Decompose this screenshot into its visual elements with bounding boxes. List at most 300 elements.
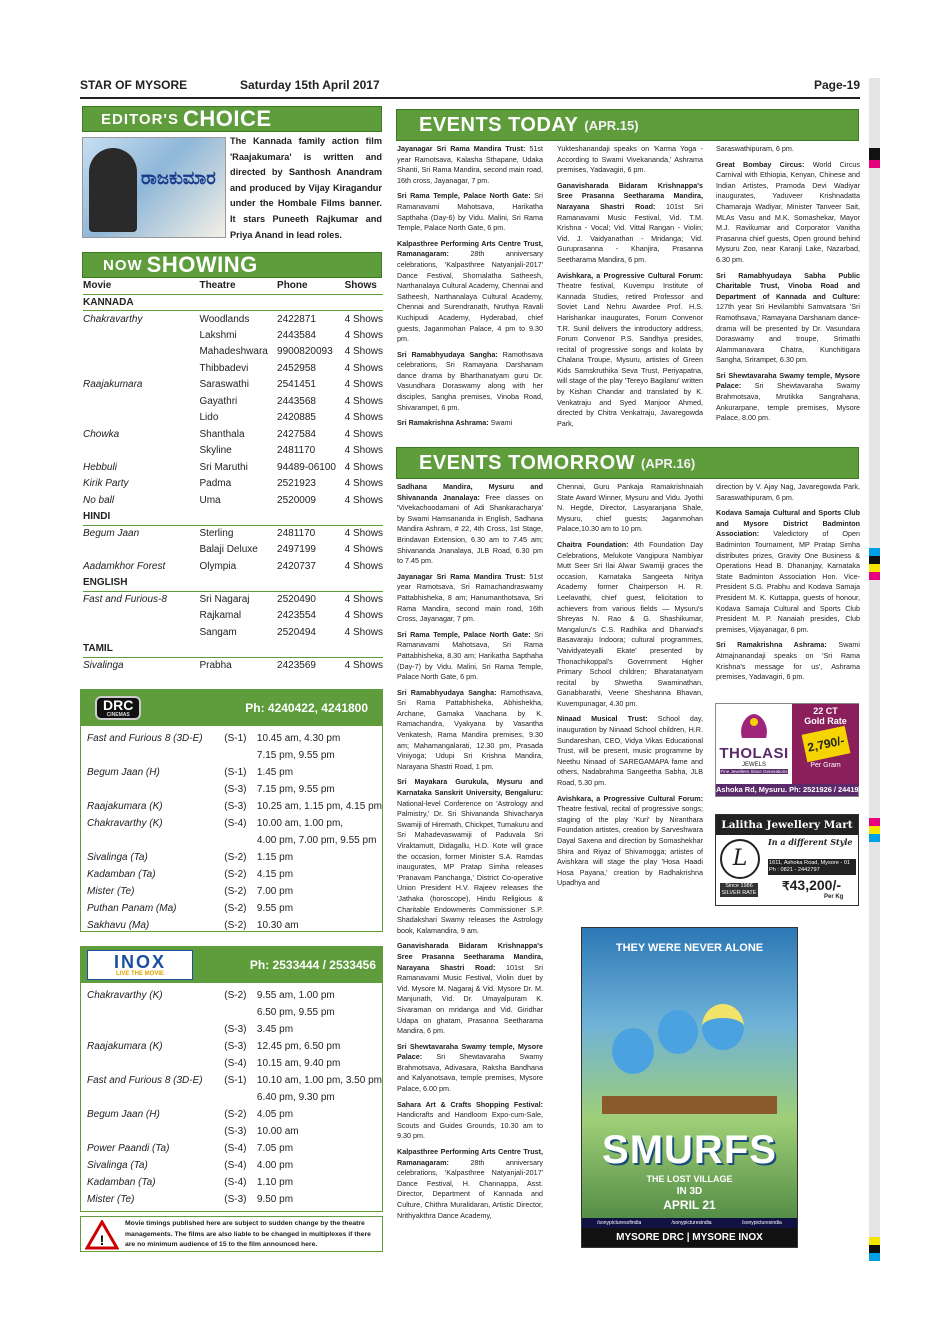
side-gutter-top [869,78,880,148]
schedule-cell: 10.25 am, 1.15 pm, 4.15 pm [256,801,382,812]
schedule-row [87,1021,382,1038]
listing-cell: 4 Shows [344,560,383,572]
language-label [199,294,277,311]
schedule-cell: 7.05 pm [256,1143,294,1154]
listing-cell: Kirik Party [83,478,129,490]
listing-cell: 4 Shows [344,379,383,391]
event-item [716,160,860,266]
listing-cell [83,393,199,410]
reg-mark-black-1 [869,148,880,160]
listing-cell: 2422871 [277,313,316,325]
listing-cell: Thibbadevi [199,362,249,374]
schedule-cell: 10.00 am [256,1126,299,1137]
inox-band [81,947,382,983]
event-item [397,630,543,683]
schedule-cell [87,832,224,849]
listing-row [83,311,383,328]
event-venue: Avishkara, a Progressive Cultural Forum: [557,793,703,803]
event-item [557,794,703,889]
schedule-row [87,1157,382,1174]
smurfs-social [582,1218,797,1228]
events-tomorrow-col3 [716,482,860,697]
schedule-cell [87,1021,224,1038]
listing-row [83,426,383,443]
listing-cell: 4 Shows [344,461,383,473]
schedule-cell: Fast and Furious 8 (3D-E) [87,1075,203,1086]
reg-mark-yellow-3 [869,1237,880,1245]
inox-logo [87,950,193,980]
schedule-row [87,900,382,917]
event-venue: Sri Shewtavaraha Swamy temple, Mysore Palace: [716,370,860,391]
listing-header-cell: Shows [345,278,383,294]
reg-mark-magenta-1 [869,160,880,168]
schedule-row [87,798,382,815]
event-item [716,508,860,635]
event-details: 28th anniversary celebrations, 'Kalpasthree Natyanjali-2017' Dance Festival, H. Channappa, Asst. Director, Department of Kannada and Culture, Chithra Muralidaran, Artistic Director, Nrithyakthra Dance Academy, [397,1157,543,1220]
schedule-cell: (S-2) [224,903,247,914]
listing-cell: Mahadeshwara [199,346,268,358]
schedule-row [87,1089,382,1106]
event-venue: Jayanagar Sri Rama Mandira Trust: [397,571,526,581]
events-tomorrow-col2 [557,482,703,914]
event-details: World Circus Carnival with Ethiopia, Kenyan, Chinese and Indian Artistes, Pramoda Devi Wadiyar inaugurates, Yaduveer Krishnadatta Chamaraja Wadiyar, Minister Tanveer Sait, MLAs Vasu and M.K. Somashekar, Mayor M.J. Ravikumar and Corporator Vanitha Prasanna chief guests, Open ground behind Mysuru Zoo, near Karanji Lake, Nazarbad, 6.30 pm. [716,159,860,264]
raft [602,1096,777,1114]
side-gutter-low [869,580,880,818]
schedule-cell [87,1089,224,1106]
lalitha-slogan: In a different Style [768,837,853,847]
language-label: TAMIL [83,641,199,658]
listing-cell [83,410,199,427]
schedule-row [87,815,382,832]
listing-cell: 2443568 [277,395,316,407]
event-item [397,191,543,233]
schedule-cell: Raajakumara (K) [87,1041,163,1052]
schedule-cell: 6.40 pm, 9.30 pm [256,1092,335,1103]
editors-prefix: EDITOR'S [101,110,179,128]
event-details: Ramothsava, Sri Rama Pattabhisheka, Abhishekha, Archane, Gamaka Vaachana by K. Ramachandra, Vyakyana by Vasantha Venkatesh, Rama Mandira premises, 9.30 am; Mahamangalarati, 12.30 pm, Prasada Viniyoga; Udupi Sri Krishna Mandira, Narayana Shastri Road, 1 pm. [397,687,543,771]
events-tomorrow-date: (APR.16) [641,455,696,471]
schedule-cell: 7.00 pm [256,886,294,897]
event-venue: Kodava Samaja Cultural and Sports Club and Mysore District Badminton Association: [716,508,860,539]
listing-row [83,344,383,361]
listing-cell: 4 Shows [344,478,383,490]
schedule-cell: (S-2) [224,869,247,880]
event-item [397,239,543,345]
tholasi-sub: JEWELS [741,762,766,768]
listing-cell: Padma [199,478,232,490]
listing-cell: Sivalinga [83,660,124,671]
event-details: 28th anniversary celebrations, 'Kalpasthree Natyanjali-2017' Dance Festival, Shornalatha Satheesh, Narthanalaya Cultural Academy, Chennai and Satheesh, Narthanalaya Cultural Academy, Chennai and Surendranath, Nruthya Ravali Kuchipudi Academy, Hyderabad, chief guests, Jaganmohan Palace, 4 pm to 9.30 pm. [397,249,543,344]
listing-cell: 2520009 [277,494,316,506]
warning-icon [85,1220,119,1250]
event-item [557,144,703,176]
listing-cell: 2423554 [277,610,316,622]
event-venue: Avishkara, a Progressive Cultural Forum: [557,270,703,280]
schedule-cell: 7.15 pm, 9.55 pm [256,784,335,795]
event-item [716,144,860,155]
schedule-cell: Begum Jaan (H) [87,1109,160,1120]
event-venue: Kalpasthree Performing Arts Centre Trust, Ramanagaram: [397,238,543,259]
listing-cell: Saraswathi [199,379,249,391]
event-venue: Ganavisharada Bidaram Krishnappa's Sree Prasanna Seetharama Mandira, Narayana Shastri Road: [557,180,703,211]
lalitha-price: 43,200/- [789,877,842,893]
reg-mark-magenta-3 [869,818,880,826]
schedule-cell [87,781,224,798]
actor-figure [89,148,137,232]
smurf-1-icon [612,1028,654,1074]
schedule-row [87,1055,382,1072]
events-today-title: EVENTS TODAY [419,113,579,136]
listing-cell [83,443,199,460]
listing-cell: 2520494 [277,626,316,638]
event-details: Sri Shewtavaraha Swamy Brahmotsava, Mrutikka Sangrahana, Ankurarpane, temple premises, Mysore Palace, 8.00 pm. [716,381,860,423]
listing-cell: Chakravarthy [83,313,143,325]
listing-cell: Hebbuli [83,461,117,473]
event-details: Sri Ramanavami Mahotsava, Harikatha Sapthaha (Day-6) by Vidu. Malini, Sri Rama Temple, Palace North Gate, 6 pm. [397,191,543,233]
language-label [277,294,345,311]
lalitha-unit: Per Kg [824,894,844,900]
inox-schedule [87,987,382,1208]
listing-cell: Chowka [83,428,120,440]
listing-cell: 2443584 [277,329,316,341]
listing-row [83,393,383,410]
paper-name: STAR OF MYSORE [80,78,188,92]
event-venue: Jayanagar Sri Rama Mandira Trust: [397,144,526,153]
schedule-cell: 9.55 pm [256,903,294,914]
tholasi-rate-label: Gold Rate [804,716,847,726]
language-label [345,641,383,658]
event-item [397,572,543,625]
event-venue: Sri Rama Temple, Palace North Gate: [397,629,531,639]
listing-header-row [83,278,383,294]
poster-title: ರಾಜಕುಮಾರ [141,168,216,189]
listing-cell: 2420737 [277,560,316,572]
lalitha-price-row: ₹43,200/- [782,877,842,893]
inox-box [80,946,383,1212]
listing-cell: Olympia [199,560,237,572]
schedule-cell: (S-3) [224,1041,247,1052]
event-details: 101st Sri Ramanavami Music Festival, Violin duet by Vid. Mysore M. Nagaraj & Vid. Mysore Dr. M. Manjunath, Vid. Dr. Umayalpuram K. Sivaraman on mridanga and Vid. Giridhar Udapa on ghatam, Prasanna Seetharama Mandira, 6 pm. [397,962,543,1036]
schedule-cell: Mister (Te) [87,886,135,897]
schedule-cell: 7.15 pm, 9.55 pm [256,750,335,761]
events-tomorrow-band [396,447,859,479]
listing-header-cell: Theatre [199,278,277,294]
reg-mark-magenta-2 [869,572,880,580]
editors-title: CHOICE [182,106,272,131]
listing-row [83,608,383,625]
schedule-cell: 10.10 am, 1.00 pm, 3.50 pm [256,1075,382,1086]
event-details: Theatre festival, Kuvempu Institute of Kannada Studies, retired Professor and Soviet Land Nehru Awardee Prof. H.S. Harishankar inaugurates, Forum Convenor T.R. Sunil delivers the introductory address, Forum Convenor P.S. Sandhya presides, recital of progressive songs and kolata by Chalana Troupe, Mysuru, artistes of Green Kids Samskruthika Seva Trust, Periyapatna, will stage of the play 'Tereyo Bagilanu' written by Kishan Chandar and translated by K. Venkatraju and Syed Manjoor Ahmed, directed by Chitra Venkatraju, Javaregowda Park, [557,281,703,428]
listing-header-cell: Movie [83,278,199,294]
listing-cell: 4 Shows [344,362,383,374]
event-details: 101st Sri Ramanavami Music Festival, Vid. T.M. Krishna - Vocal; Vid. Vittal Rangan - Violin; Vid. J. Vaidyanathan - Mridanga; Vid. Guruprasanna - Khanjira, Prasanna Seetharama Mandira, 6 pm. [557,201,703,264]
event-details: Swami [488,418,513,428]
schedule-row [87,1174,382,1191]
schedule-cell: 9.55 am, 1.00 pm [256,990,335,1001]
schedule-cell: 10.45 am, 4.30 pm [256,733,341,744]
schedule-cell: 3.45 pm [256,1024,294,1035]
event-venue: Chaitra Foundation: [557,539,629,549]
event-venue: Sri Mayakara Gurukula, Mysuru and Karnataka Sanskrit University, Bengaluru: [397,777,543,798]
lalitha-ad[interactable] [715,814,859,906]
event-details: direction by V. Ajay Nag, Javaregowda Park, Saraswathipuram, 6 pm. [716,482,860,502]
listing-cell: 2541451 [277,379,316,391]
schedule-cell: 10.30 am [256,920,299,931]
event-item [397,418,543,429]
smurfs-date: APRIL 21 [663,1198,716,1212]
event-details: Theatre festival, recital of progressive songs; staging of the play 'Kuri' by Niranthara Foundation artistes, creation by Sarveshwara Dayal Saxena and direction by Somashekhar Shira and Riyaz of Shivamogga; artistes of Avishkara will stage the play 'Hosa Haadi Hosa Payana,' creation by Radhakrishna Upadhya and [557,804,703,888]
listing-row [83,657,383,674]
event-details: Yukteshanandaji speaks on 'Karma Yoga - According to Swami Vivekananda,' Ashrama premises, Yadavagiri, 6 pm. [557,144,703,175]
reg-mark-yellow-2 [869,826,880,834]
listing-cell: Begum Jaan [83,528,140,539]
lalitha-name: Lalitha Jewellery Mart [716,815,858,835]
event-item [397,482,543,567]
tholasi-price: 2,790/- [801,726,850,763]
event-item [397,1147,543,1221]
schedule-cell: 6.50 pm, 9.55 pm [256,1007,335,1018]
smurfs-subtitle: THE LOST VILLAGE [646,1174,733,1184]
schedule-cell: 1.45 pm [256,767,294,778]
smurfette-icon [702,1004,744,1050]
reg-mark-yellow-1 [869,564,880,572]
schedule-cell: (S-3) [224,801,247,812]
listing-cell [83,542,199,559]
event-item [716,271,860,366]
tholasi-name: THOLASI [719,745,789,762]
schedule-cell: Mister (Te) [87,1194,135,1205]
schedule-row [87,1038,382,1055]
event-venue: Ninaad Musical Trust: [557,714,648,724]
event-venue: Kalpasthree Performing Arts Centre Trust, Ramanagaram: [397,1147,543,1167]
event-item [397,1042,543,1095]
listing-cell: 4 Shows [344,626,383,638]
listing-cell: Skyline [199,445,232,457]
event-details: School day, inauguration by Ninaad School children, H.R. Sundareshan, CEO, Vidya Vikas Educational Trust, will be present, music programme by Neethu Ninaad of SAREGAMAPA fame and others, Nadabrahma Sangeetha Sabha, JLB Road, 5.30 pm. [557,714,703,788]
listing-row [83,327,383,344]
schedule-row [87,1191,382,1208]
notice-text: Movie timings published here are subject to sudden change by the theatre managements. The films are also liable to be changed in multiplexes if there are no minimum audience of 15 to the film announced here. [125,1220,371,1248]
listing-cell: Lido [199,412,219,424]
listing-header-cell: Phone [277,278,345,294]
listing-cell: Uma [199,494,221,506]
events-today-col3 [716,144,860,444]
editors-text: The Kannada family action film 'Raajakumara' is written and directed by Santhosh Anandram and produced by Vijay Kiragandur under the Hombale Films banner. It stars Puneeth Rajkumar and Priya Anand in lead roles. [230,136,382,240]
drc-phone: Ph: 4240422, 4241800 [245,701,368,715]
schedule-cell: (S-3) [224,1194,247,1205]
schedule-row [87,1123,382,1140]
listing-cell: Balaji Deluxe [199,544,258,556]
listing-cell: Fast and Furious-8 [83,594,167,605]
now-prefix: NOW [103,256,143,274]
schedule-cell: (S-3) [224,1126,247,1137]
schedule-row [87,730,382,747]
schedule-cell: 4.00 pm [256,1160,294,1171]
schedule-row [87,1106,382,1123]
event-details: 4th Foundation Day Celebrations, Melukote Vangipura Nambiyar Mutt Seer Sri Ilai Alwar Swamiji graces the occasion, Karnataka Sangeeta Nritya Academy former Chairperson H. R. Leelavathi, chief guest, felicitation to achievers from various fields — Mysuru's Shreyas N. Rao & G. Shashikumar, Mangaluru's C.S. Radhika and Dharwad's Basavaraju Indoora; cultural programmes, 'Vaividyateyalli Ekate' presented by Thonachikoppal's Government Higher Primary School children; Bharatanatyam recital by Shwetha Swaminathan, Ganabharathi, Veene Sheshanna Bhavan, Kuvempunagar, 4.30 pm. [557,539,703,708]
smurfs-venues: MYSORE DRC | MYSORE INOX [582,1228,797,1247]
listing-cell: 4 Shows [344,660,383,671]
events-tomorrow-title: EVENTS TOMORROW [419,451,636,474]
listing-row [83,360,383,377]
listing-cell: 2520490 [277,594,316,605]
schedule-cell: (S-3) [224,784,247,795]
schedule-row [87,1004,382,1021]
language-label: HINDI [83,509,199,526]
events-today-col1 [397,144,543,444]
event-venue: Sri Shewtavaraha Swamy temple, Mysore Palace: [397,1041,543,1062]
smurfs-ad[interactable] [581,927,798,1248]
schedule-cell: Chakravarthy (K) [87,818,163,829]
language-section-row [83,294,383,311]
schedule-cell: Power Paandi (Ta) [87,1143,170,1154]
event-details: Swami Atmajnanandaji speaks on 'Sri Rama Krishna's message for us', Ashrama premises, Yadavagiri, 6 pm. [716,640,860,682]
schedule-cell: (S-4) [224,818,247,829]
event-item [557,482,703,535]
listing-cell: 2481170 [277,528,316,539]
schedule-row [87,1072,382,1089]
schedule-cell [224,1089,257,1106]
event-item [397,941,543,1036]
event-item [557,181,703,266]
schedule-cell [224,1004,257,1021]
listing-table [83,278,383,674]
schedule-cell: 4.05 pm [256,1109,294,1120]
schedule-row [87,917,382,934]
listing-cell: 2481170 [277,445,316,457]
listing-cell: Raajakumara [83,379,143,391]
schedule-cell: (S-3) [224,1024,247,1035]
events-today-col2 [557,144,703,444]
schedule-cell: (S-4) [224,1160,247,1171]
event-venue: Great Bombay Circus: [716,159,805,169]
listing-row [83,377,383,394]
event-venue: Sri Ramabhyudaya Sabha Public Charitable Trust, Vinoba Road and Department of Kannada and Culture: [716,270,860,301]
event-details: National-level Conference on 'Astrology and Palmistry,' Dr. Sri Shivananda Shivacharya Swamiji of Hiremath, Chickpet, Tumakuru and Sri Mahadevaswamiji of Paduvala Sri Viraktamutt, Didagallu, H.D. Kote will grace the occasion, former Minister S.A. Ramdas inaugurates, MP Pratap Simha releases 'Pranavam Panchanga,' District Co-operative Union President H.V. Rajeev releases the 'Jathaka (horoscope), Hindu Religious & Charitable Endowments Commissioner S.P. Shadakshari Swamy releases the Astrology book, Kalamandira, 9 am. [397,798,543,935]
drc-logo-text: DRC [103,697,134,713]
language-label [345,294,383,311]
lalitha-since: Since 1986 [725,883,753,889]
listing-cell: 2452958 [277,362,316,374]
listing-row [83,476,383,493]
listing-row [83,591,383,608]
listing-cell: 2521923 [277,478,316,490]
schedule-cell: (S-2) [224,886,247,897]
listing-cell: 4 Shows [344,494,383,506]
language-section-row [83,575,383,592]
listing-cell: Sangam [199,626,237,638]
event-item [557,714,703,788]
language-label [277,509,345,526]
schedule-cell: 9.50 pm [256,1194,294,1205]
schedule-cell: Puthan Panam (Ma) [87,903,177,914]
schedule-cell: Sakhavu (Ma) [87,920,150,931]
schedule-cell: Kadamban (Ta) [87,869,156,880]
event-details: Saraswathipuram, 6 pm. [716,144,794,153]
listing-cell [83,344,199,361]
language-label [345,575,383,592]
lalitha-addr: 1611, Ashoka Road, Mysore - 01 [769,860,851,866]
events-today-band [396,109,859,141]
smurfs-title: SMURFS [602,1128,777,1172]
event-item [716,640,860,682]
listing-row [83,492,383,509]
listing-cell: Rajkamal [199,610,242,622]
smurfs-format: IN 3D [676,1186,703,1197]
tholasi-ad[interactable] [715,703,867,797]
listing-row [83,410,383,427]
listing-cell: 4 Shows [344,594,383,605]
schedule-cell: Chakravarthy (K) [87,990,163,1001]
page-header [80,78,860,96]
listing-cell: No ball [83,494,115,506]
drc-logo [95,696,141,720]
event-venue: Sri Ramakrishna Ashrama: [716,640,827,650]
event-details: 51st year Ramotsava, Kalasha Sthapane, Udaka Shanti, Sri Rama Mandira, second main road, 16th cross, Jayanagar, 7 pm. [397,144,543,185]
drc-logo-sub: CINEMAS [106,712,130,718]
listing-row [83,558,383,575]
event-details: Chennai, Guru Pankaja Ramakrishnaiah State Award Winner, Mysuru and Vidu. Jyothi N. Hegde, Director, Lasyaranjana Shale, Mysuru, chief guests; Jaganmohan Palace,10.30 am to 10 pm. [557,482,703,534]
event-venue: Sri Ramabhyudaya Sangha: [397,349,498,359]
listing-cell: 4 Shows [344,528,383,539]
schedule-cell: 1.15 pm [256,852,294,863]
lalitha-phone: Ph : 0821 - 2442797 [769,867,820,873]
schedule-cell: (S-2) [224,852,247,863]
listing-cell [83,327,199,344]
schedule-row [87,832,382,849]
event-item [397,777,543,936]
smurf-2-icon [658,1010,698,1054]
listing-cell: 9900820093 [277,346,333,358]
listing-cell: Prabha [199,660,232,671]
listing-cell: 4 Shows [344,610,383,622]
reg-mark-black-2 [869,556,880,564]
tholasi-unit: Per Gram [810,762,841,769]
schedule-cell: 10.00 am, 1.00 pm, [256,818,344,829]
schedule-cell: (S-1) [224,767,247,778]
listing-cell: 2420885 [277,412,316,424]
schedule-cell [87,1004,224,1021]
tholasi-tag: Fine Jewellers Since Generations [720,769,788,774]
listing-cell: 94489-06100 [277,461,336,473]
event-venue: Sahara Art & Crafts Shopping Festival: [397,1099,543,1109]
listing-cell: 4 Shows [344,313,383,325]
schedule-row [87,866,382,883]
tholasi-address: Ashoka Rd, Mysuru. Ph: 2521926 / 2441926 [716,785,867,794]
schedule-cell: Fast and Furious 8 (3D-E) [87,733,203,744]
event-details: Sri Shewtavaraha Swamy Brahmotsava, Adivasara, Raksha Bandhana and Kalyanotsava, temple premises, Mysore Palace, 6.00 pm. [397,1052,543,1094]
schedule-cell [87,1123,224,1140]
event-details: Ramothsava celebrations, Sri Ramayana Darshanam dance drama by Bharthanatyam guru Dr. Vasundhara Doraswamy along with her disciples, Sangha premises, Vinoba Road, Shivarampet, 6 pm. [397,349,543,412]
event-details: Valedictory of Open Badminton Tournament, MP Pratap Simha distributes prizes, Gravity One Business & Operations Head B. Dhananjay, Karnataka State Badminton Association Hon. Vice-President S.G. Prabhu and Kodava Samaja President M. K. Kuttappa, guests of honour, Kodava Samaja Cultural and Sports Club President M. P. Nanaiah presides, Club premises, Vijayanagar, 6 pm. [716,529,860,634]
event-item [557,271,703,430]
schedule-row [87,883,382,900]
listing-cell: Sri Nagaraj [199,594,250,605]
lalitha-since-box [720,883,758,897]
event-venue: Sri Ramakrishna Ashrama: [397,418,489,428]
schedule-cell [87,1055,224,1072]
now-title: SHOWING [146,252,258,277]
event-details: Sri Ramanavami Mahotsava, Sri Rama Pattabhisheka, 8.30 am; Harikatha Sapthaha (Day-7) by Vidu. Malini, Sri Rama Temple, Palace North Gate, 6 pm. [397,629,543,682]
reg-mark-black-3 [869,1245,880,1253]
schedule-cell: 1.10 pm [256,1177,294,1188]
listing-cell: Aadamkhor Forest [83,560,166,572]
schedule-cell: (S-4) [224,1177,247,1188]
event-details: Free classes on 'Vivekachoodamani of Adi Shankaracharya' by Swami Hamsananda in English, Sadhana Mandira Ashram, # 22, 4th Cross, 1st Stage, Brindavan Extension, 6.30 am to 7.45 am; Shivananda Jnanalaya, JLB Road, 6.30 pm to 7.45 pm. [397,492,543,566]
event-details: 127th year Sri Hevilambhi Samvatsara 'Sri Ramothsava,' Ramayana Darshanam dance-drama will be presented by Dr. Vasundara Doraswamy and troupe, Srimathi Alammanavara Chatra, Kunchitigara Sangha, Srirampet, 6.30 pm. [716,302,860,365]
event-item [397,144,543,186]
header-rule [80,97,860,99]
